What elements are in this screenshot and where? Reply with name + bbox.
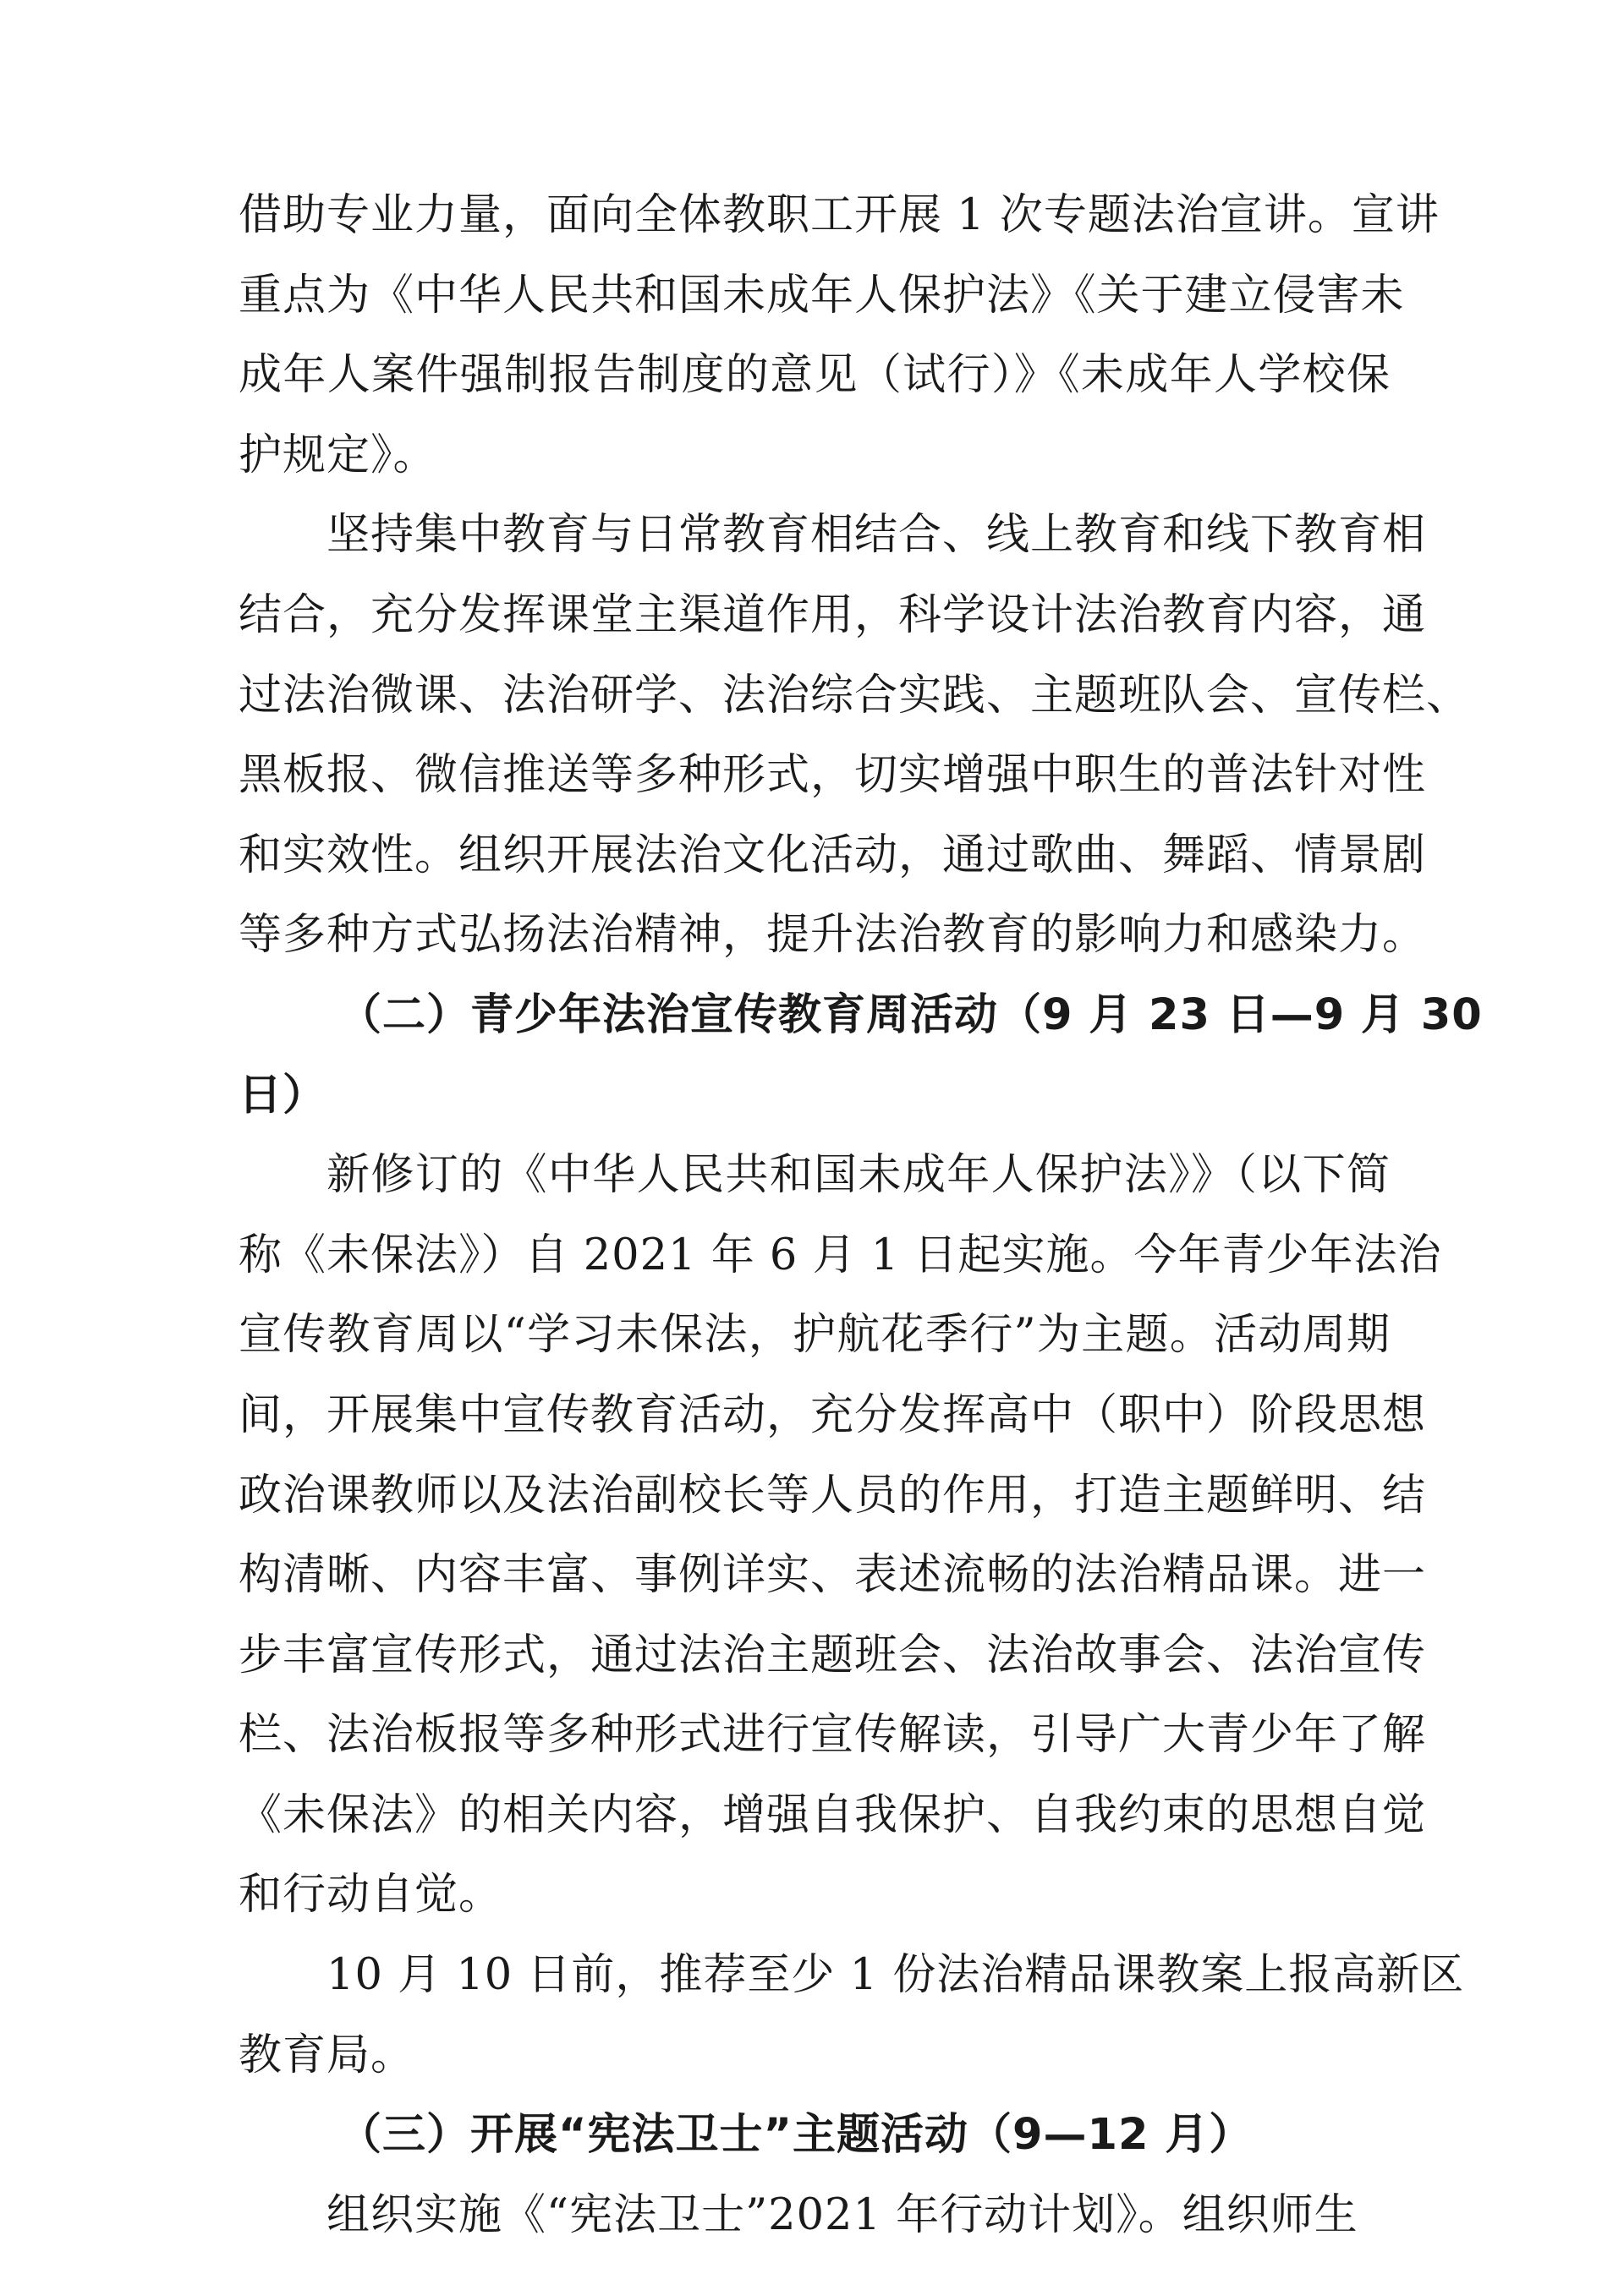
paragraph-3-line-2: 称《未保法》）自 2021 年 6 月 1 日起实施。今年青少年法治 [239,1230,1442,1280]
paragraph-3-line-6: 构清晰、内容丰富、事例详实、表述流畅的法治精品课。进一 [239,1550,1427,1601]
paragraph-3-line-10: 和行动自觉。 [239,1870,503,1921]
document-body [239,176,1483,2255]
paragraph-1-line-3: 成年人案件强制报告制度的意见（试行）》《未成年人学校保 [239,350,1391,401]
paragraph-2-line-6: 等多种方式弘扬法治精神，提升法治教育的影响力和感染力。 [239,910,1427,961]
paragraph-3-line-9: 《未保法》的相关内容，增强自我保护、自我约束的思想自觉 [239,1789,1427,1840]
paragraph-4-line-1: 10 月 10 日前，推荐至少 1 份法治精品课教案上报高新区 [326,1950,1465,2001]
paragraph-3-line-3: 宣传教育周以“学习未保法，护航花季行”为主题。活动周期 [239,1310,1391,1361]
section-heading-2-line-1: （二）青少年法治宣传教育周活动（9 月 23 日—9 月 30 [338,989,1483,1040]
paragraph-2-line-1: 坚持集中教育与日常教育相结合、线上教育和线下教育相 [326,510,1427,561]
paragraph-3-line-5: 政治课教师以及法治副校长等人员的作用，打造主题鲜明、结 [239,1470,1427,1521]
paragraph-2-line-5: 和实效性。组织开展法治文化活动，通过歌曲、舞蹈、情景剧 [239,830,1427,880]
paragraph-2-line-4: 黑板报、微信推送等多种形式，切实增强中职生的普法针对性 [239,750,1427,801]
paragraph-3-line-1: 新修订的《中华人民共和国未成年人保护法》》（以下简 [326,1150,1391,1201]
paragraph-1-line-4: 护规定》。 [239,430,437,480]
paragraph-1-line-1: 借助专业力量，面向全体教职工开展 1 次专题法治宣讲。宣讲 [239,190,1440,240]
paragraph-3-line-7: 步丰富宣传形式，通过法治主题班会、法治故事会、法治宣传 [239,1630,1427,1680]
paragraph-2-line-3: 过法治微课、法治研学、法治综合实践、主题班队会、宣传栏、 [239,670,1471,721]
paragraph-3-line-8: 栏、法治板报等多种形式进行宣传解读，引导广大青少年了解 [239,1710,1427,1761]
paragraph-3-line-4: 间，开展集中宣传教育活动，充分发挥高中（职中）阶段思想 [239,1389,1427,1440]
paragraph-2-line-2: 结合，充分发挥课堂主渠道作用，科学设计法治教育内容，通 [239,589,1427,640]
paragraph-5-line-1: 组织实施《“宪法卫士”2021 年行动计划》。组织师生 [326,2189,1358,2240]
section-heading-3: （三）开展“宪法卫士”主题活动（9—12 月） [338,2110,1254,2161]
paragraph-4-line-2: 教育局。 [239,2030,415,2080]
paragraph-1-line-2: 重点为《中华人民共和国未成年人保护法》《关于建立侵害未 [239,270,1405,321]
section-heading-2-line-2: 日） [239,1070,327,1121]
